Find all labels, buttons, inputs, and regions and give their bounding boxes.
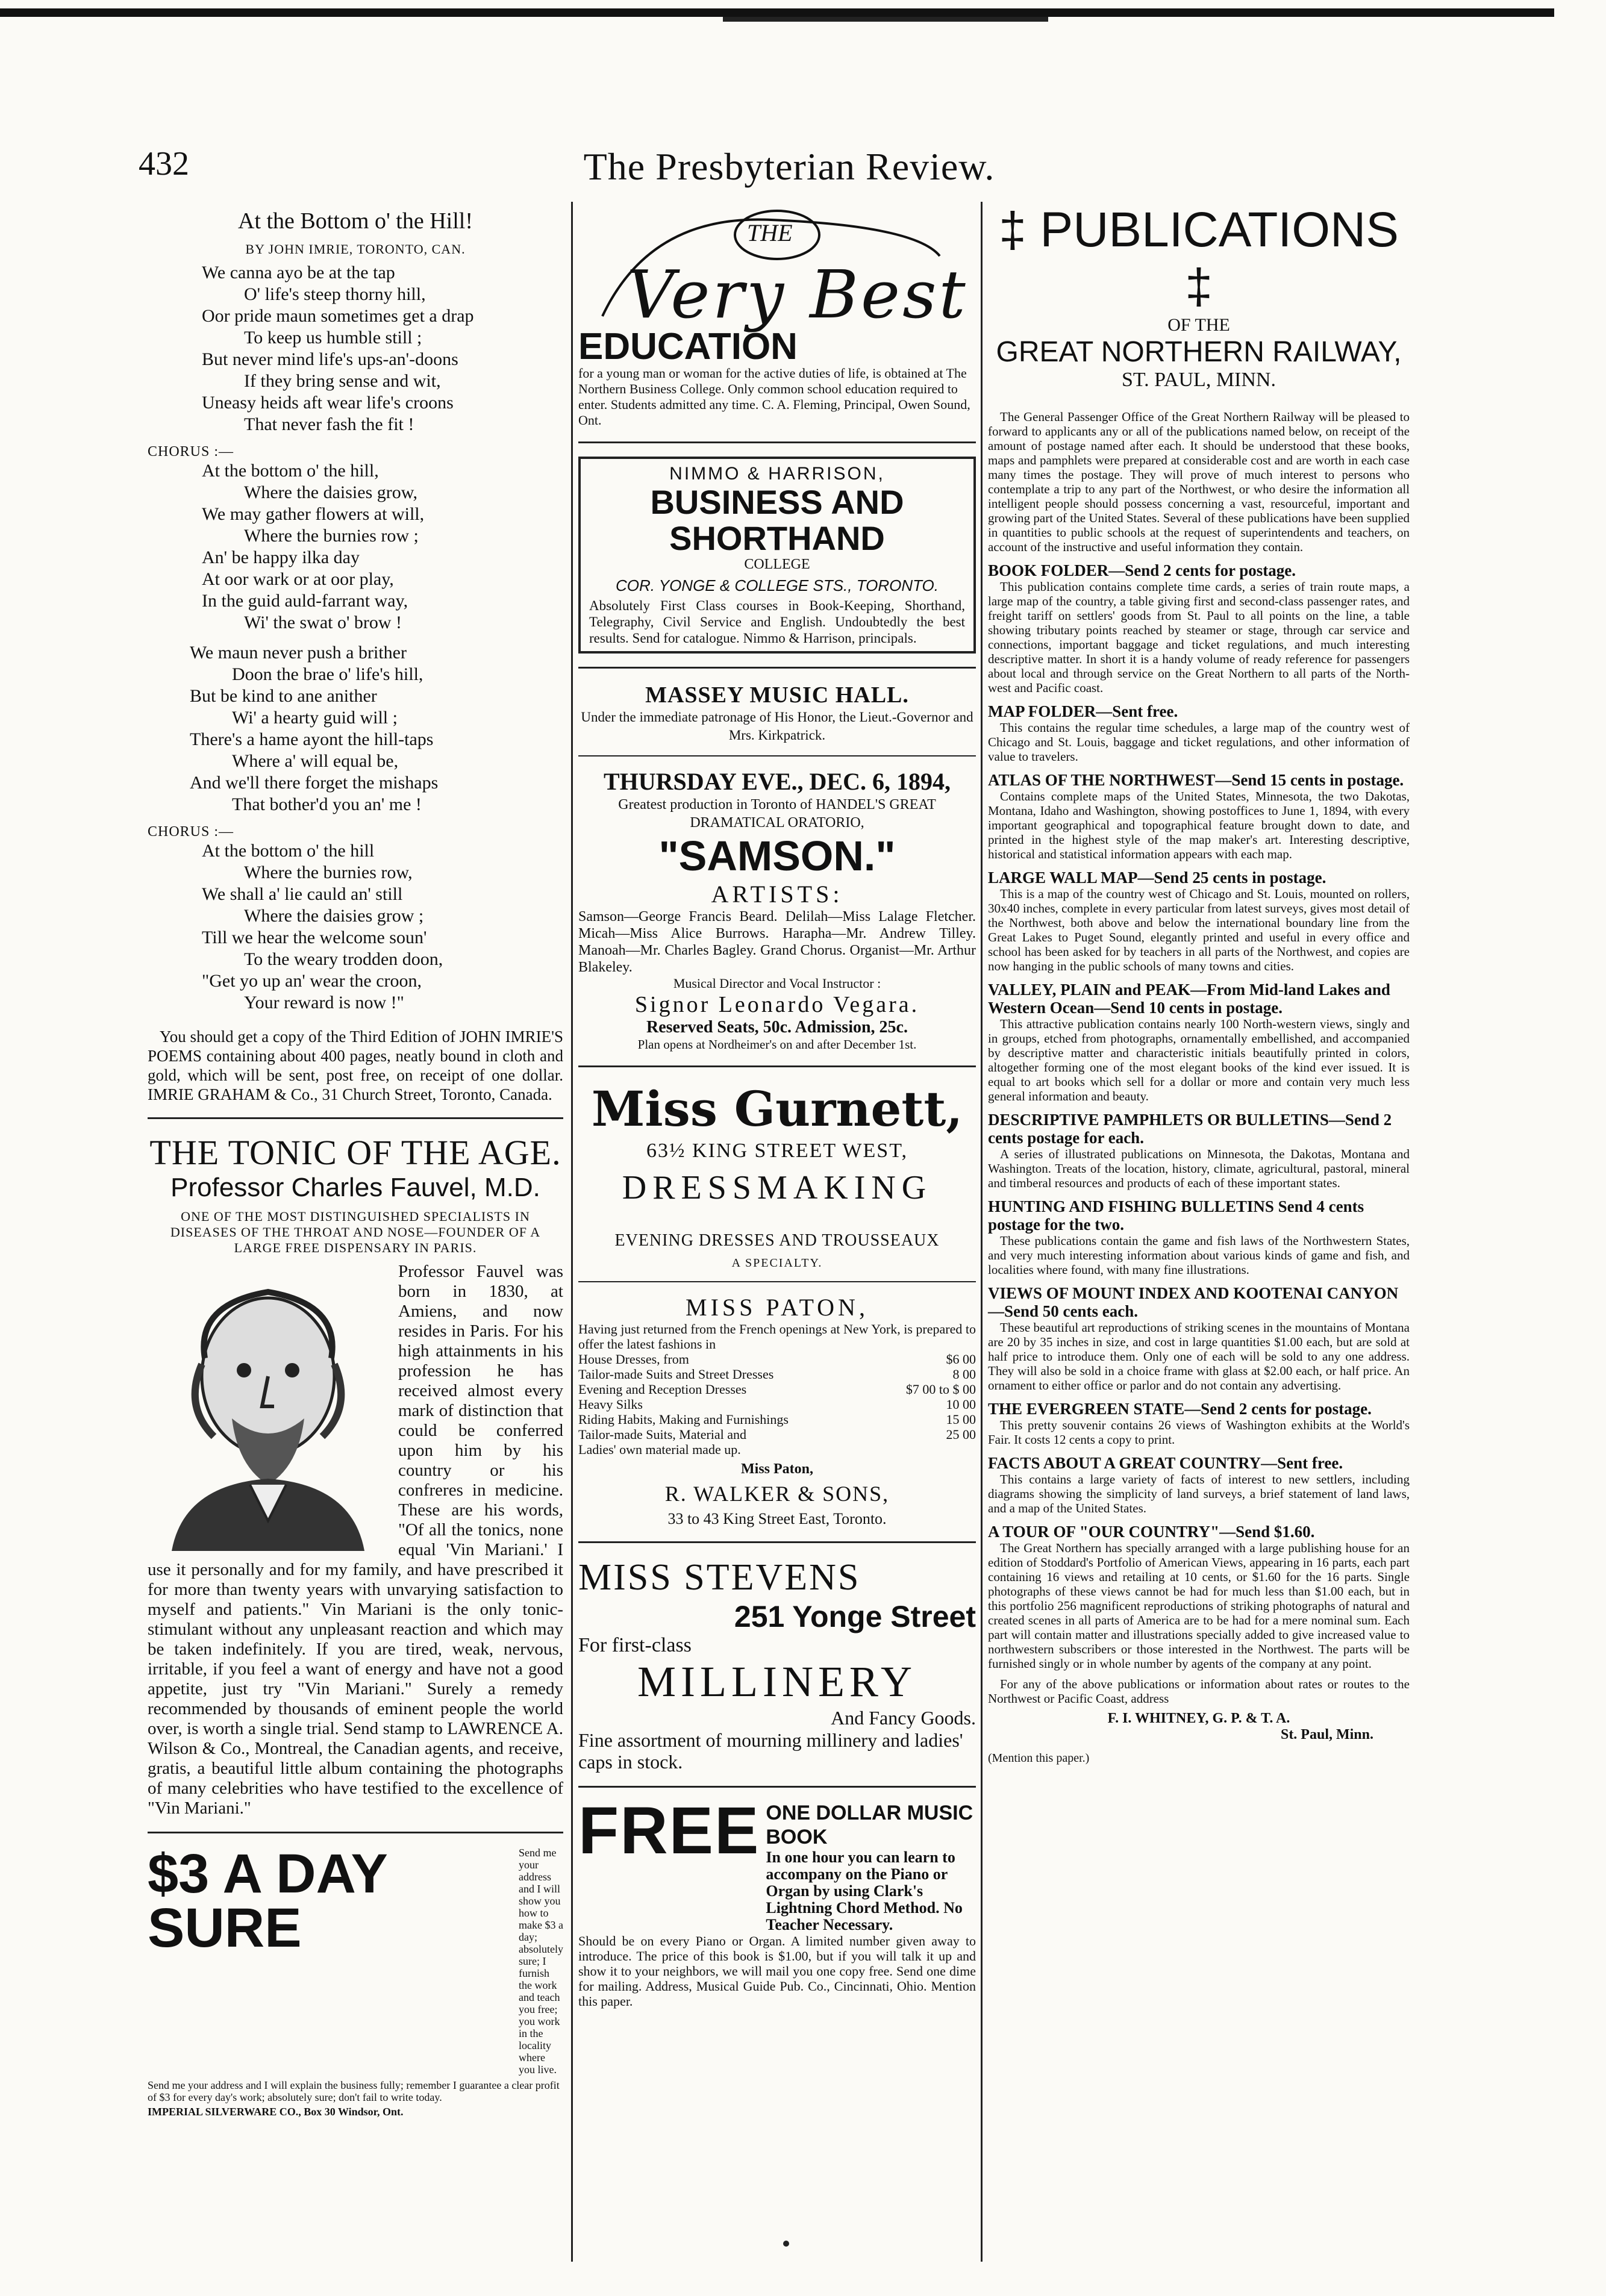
- publication-item: [988, 1400, 1410, 1447]
- verse-line: At the bottom o' the hill,: [202, 461, 379, 481]
- publications-closing: For any of the above publications or information about rates or routes to the Northwest or Pacific Coast, address: [988, 1677, 1410, 1706]
- divider: [578, 1541, 976, 1543]
- verse-line: We shall a' lie cauld an' still: [202, 884, 403, 904]
- publications-signer: F. I. WHITNEY, G. P. & T. A.: [1107, 1711, 1290, 1726]
- divider: [578, 755, 976, 756]
- paton-name: MISS PATON,: [686, 1294, 869, 1321]
- publication-description: This attractive publication contains nearly 100 North-western views, singly and in groups, etched from photographs, ornamentally embellished, and accompanied by descriptive matter and characteristic initials beautifully printed in colors, altogether forming one of the most elegant books of the kind ever issued. It is equal to art books which sell for a dollar or more and contain very much less general information and beauty.: [988, 1017, 1410, 1103]
- publications-list: [988, 561, 1410, 1671]
- stevens-note: Fine assortment of mourning millinery and ladies' caps in stock.: [578, 1729, 963, 1773]
- verse-line: That bother'd you an' me !: [232, 794, 422, 814]
- poem-chorus-2: [148, 840, 563, 1014]
- stevens-name: MISS STEVENS: [578, 1557, 861, 1598]
- very-best-ad: [578, 202, 976, 428]
- publications-title: ‡ PUBLICATIONS ‡: [999, 202, 1399, 314]
- verse-line: We may gather flowers at will,: [202, 504, 425, 524]
- publication-heading: A TOUR OF "OUR COUNTRY"—Send $1.60.: [988, 1523, 1315, 1541]
- massey-seats: Reserved Seats, 50c. Admission, 25c.: [646, 1018, 908, 1037]
- price-value: $6 00: [946, 1352, 976, 1367]
- verse-line: If they bring sense and wit,: [244, 371, 441, 391]
- publication-heading: VALLEY, PLAIN and PEAK—From Mid-land Lakes and Western Ocean—Send 10 cents in postage.: [988, 981, 1390, 1017]
- massey-patronage: Under the immediate patronage of His Honor, the Lieut.-Governor and Mrs. Kirkpatrick.: [581, 710, 973, 743]
- verse-line: Oor pride maun sometimes get a drap: [202, 306, 474, 326]
- stevens-and: And Fancy Goods.: [831, 1707, 976, 1729]
- verse-line: "Get yo up an' wear the croon,: [202, 971, 422, 991]
- publication-item: [988, 1454, 1410, 1515]
- column-rule-left: [571, 202, 573, 2262]
- verse-line: Where the burnies row ;: [244, 526, 419, 546]
- three-dollar-copy-top: Send me your address and I will show you how to make $3 a day; absolutely sure; I furnish the work and teach you free; you work in the locality where you live.: [519, 1847, 564, 2076]
- price-row: [578, 1382, 976, 1397]
- publication-description: This pretty souvenir contains 26 views of Washington exhibits at the World's Fair. It costs 12 cents a copy to print.: [988, 1418, 1410, 1447]
- verse-line: That never fash the fit !: [244, 414, 414, 434]
- divider: [578, 1786, 976, 1788]
- nimmo-line2: BUSINESS AND SHORTHAND: [650, 483, 904, 557]
- journal-title: The Presbyterian Review.: [583, 145, 995, 188]
- paton-footer: Ladies' own material made up.: [578, 1442, 741, 1457]
- publication-description: Contains complete maps of the United States, Minnesota, the two Dakotas, Montana, Idaho and Washington, showing postoffices to June 1, 1894, with every important geographical and topographical feature brought down to date, and printed in the highest style of the map maker's art. Interesting descriptive, historical and statistical information appears with each map.: [988, 789, 1410, 861]
- massey-title: MASSEY MUSIC HALL.: [645, 682, 909, 708]
- verse-line: Where the daisies grow,: [244, 482, 417, 502]
- verse-line: But never mind life's ups-an'-doons: [202, 349, 458, 369]
- publications-railway: GREAT NORTHERN RAILWAY,: [996, 336, 1402, 368]
- publications-city: ST. PAUL, MINN.: [1122, 369, 1276, 391]
- three-dollar-ad: [148, 1843, 564, 2076]
- page-mark-dot: [783, 2241, 789, 2247]
- publications-signer-city: St. Paul, Minn.: [1280, 1727, 1373, 1742]
- massey-artists-label: ARTISTS:: [711, 881, 843, 908]
- publication-description: This contains a large variety of facts of interest to new settlers, including diagrams showing the simplicity of land surveys, a brief statement of land laws, and a map of the United States.: [988, 1472, 1410, 1515]
- column-right: [988, 202, 1410, 1765]
- divider: [148, 1117, 563, 1119]
- education-heading: EDUCATION: [578, 326, 798, 367]
- nimmo-body: Absolutely First Class courses in Book-Keeping, Shorthand, Telegraphy, Civil Service and English. Undoubtedly the best results. Send for catalogue. Nimmo & Harrison, principals.: [589, 598, 965, 646]
- publication-heading: HUNTING AND FISHING BULLETINS Send 4 cents postage for the two.: [988, 1197, 1364, 1234]
- free-bold-lead: In one hour you can learn to accompany on the Piano or Organ by using Clark's Lightning Chord Method. No Teacher Necessary.: [766, 1848, 963, 1933]
- price-label: Heavy Silks: [578, 1397, 643, 1412]
- publication-heading: MAP FOLDER—Sent free.: [988, 702, 1178, 720]
- publication-description: These beautiful art reproductions of striking scenes in the mountains of Montana are 20 by 35 inches in size, and cost in large quantities $1.00 each, but are sold at half price to introduce them. Only one of each will be sold to any one address. They will also be sold in a choice frame with glass at $2.00 each, or half price. An ornament to either office or parlor and do not contain any advertising.: [988, 1320, 1410, 1393]
- verse-line: At the bottom o' the hill: [202, 841, 375, 861]
- walker-firm: R. WALKER & SONS,: [664, 1482, 890, 1506]
- publication-description: These publications contain the game and fish laws of the Northwestern States, and very much interesting information about various kinds of game and fish, and localities where found, with many fine illustrations.: [988, 1234, 1410, 1277]
- publication-item: [988, 561, 1410, 695]
- verse-line: To the weary trodden doon,: [244, 949, 443, 969]
- publication-heading: VIEWS OF MOUNT INDEX AND KOOTENAI CANYON—Send 50 cents each.: [988, 1284, 1399, 1320]
- verse-line: Till we hear the welcome soun': [202, 928, 427, 947]
- publication-heading: LARGE WALL MAP—Send 25 cents in postage.: [988, 869, 1326, 887]
- publications-of-the: OF THE: [1167, 315, 1230, 335]
- price-row: [578, 1397, 976, 1412]
- price-value: 10 00: [946, 1397, 976, 1412]
- divider: [148, 1832, 563, 1833]
- divider: [578, 1281, 976, 1282]
- verse-line: An' be happy ilka day: [202, 547, 360, 567]
- price-row: [578, 1352, 976, 1367]
- top-border-bar: [0, 8, 1554, 17]
- portrait-svg: [148, 1268, 389, 1551]
- publication-item: [988, 981, 1410, 1103]
- price-value: 15 00: [946, 1412, 976, 1427]
- poem-note: You should get a copy of the Third Edition of JOHN IMRIE'S POEMS containing about 400 pages, neatly bound in cloth and gold, which will be sent, post free, on receipt of one dollar. IMRIE GRAHAM & Co., 31 Church Street, Toronto, Canada.: [148, 1028, 563, 1103]
- poem-byline: BY JOHN IMRIE, TORONTO, CAN.: [245, 242, 466, 257]
- tonic-body: Professor Fauvel was born in 1830, at Amiens, and now resides in Paris. For his high attainments in his profession he has received almost every mark of distinction that could be conferred upon him by his country or his confreres in medicine. These are his words, "Of all the tonics, none equal 'Vin Mariani.' I use it personally and for my family, and have prescribed it for more than twenty years with unvarying satisfaction to myself and patients." Vin Mariani is the only tonic-stimulant without any unpleasant reaction and which may be taken indefinitely. If you are tired, weak, nervous, irritable, if you feel a want of energy and have not a good appetite, just try "Vin Mariani." Surely a remedy recommended by thousands of eminent people the world over, is worth a single trial. Send stamp to LAWRENCE A. Wilson & Co., Montreal, the Canadian agents, and receive, gratis, a beautiful little album containing the photographs of many celebrities who have testified to the excellence of "Vin Mariani.": [148, 1262, 563, 1818]
- poem-stanza-2: [148, 642, 563, 816]
- publication-item: [988, 1111, 1410, 1190]
- poem-title: At the Bottom o' the Hill!: [238, 208, 473, 234]
- verse-line: Where the burnies row,: [244, 863, 413, 882]
- column-middle: [578, 202, 976, 2009]
- massey-date: THURSDAY EVE., DEC. 6, 1894,: [603, 768, 951, 795]
- gurnett-trade: DRESSMAKING: [622, 1169, 933, 1206]
- verse-line: Where a' will equal be,: [232, 751, 399, 771]
- paton-sign: Miss Paton,: [741, 1461, 813, 1477]
- massey-director-label: Musical Director and Vocal Instructor :: [673, 976, 881, 991]
- verse-line: In the guid auld-farrant way,: [202, 591, 408, 611]
- publication-heading: THE EVERGREEN STATE—Send 2 cents for postage.: [988, 1400, 1372, 1418]
- verse-line: O' life's steep thorny hill,: [244, 284, 426, 304]
- nimmo-line4: COR. YONGE & COLLEGE STS., TORONTO.: [615, 576, 939, 594]
- price-row: [578, 1412, 976, 1427]
- tonic-article: [148, 1262, 563, 1818]
- divider: [578, 667, 976, 669]
- verse-line: Wi' the swat o' brow !: [244, 613, 402, 632]
- stevens-for: For first-class: [578, 1634, 692, 1656]
- chorus-label: CHORUS :—: [148, 824, 234, 840]
- page-number: 432: [139, 145, 189, 182]
- price-row: [578, 1427, 976, 1442]
- free-heading: FREE: [578, 1794, 760, 1868]
- gurnett-line: EVENING DRESSES AND TROUSSEAUX: [614, 1231, 940, 1250]
- massey-work: "SAMSON.": [658, 832, 896, 879]
- poem-chorus-1: [148, 460, 563, 634]
- gurnett-specialty: A SPECIALTY.: [731, 1256, 823, 1270]
- price-value: 25 00: [946, 1427, 976, 1442]
- gurnett-ad: [578, 1081, 976, 1270]
- price-label: House Dresses, from: [578, 1352, 689, 1367]
- gurnett-name: Miss Gurnett,: [591, 1081, 963, 1137]
- page-header: [139, 145, 1440, 199]
- publication-description: The Great Northern has specially arranged with a large publishing house for an edition of Stoddard's Portfolio of American Views, appearing in 16 parts, each part containing 16 views and retailing at 10 cents, or $1.60 for the 16 parts. Single photographs of these views cannot be had for much less than $1.00 each, but in this portfolio 256 magnificent reproductions of striking photographs of natural and created scenes in all parts of America are to be had for a mere nominal sum. Each part will contain matter and illustrations specially added to give increased value to northwestern subscribers or those interested in the Northwest. The parts will be furnished singly or in whole number by agents of the company at any point.: [988, 1541, 1410, 1671]
- publication-item: [988, 771, 1410, 861]
- three-dollar-signature: IMPERIAL SILVERWARE CO., Box 30 Windsor, Ont.: [148, 2106, 404, 2118]
- portrait-illustration: [148, 1268, 389, 1551]
- publication-description: A series of illustrated publications on Minnesota, the Dakotas, Montana and Washington. Treats of the location, history, climate, agricultural, pastoral, mineral and timberal resources and products of each of these important states.: [988, 1147, 1410, 1190]
- verse-line: There's a hame ayont the hill-taps: [190, 729, 434, 749]
- publication-heading: FACTS ABOUT A GREAT COUNTRY—Sent free.: [988, 1454, 1343, 1472]
- chorus-label: CHORUS :—: [148, 444, 234, 460]
- verse-line: We canna ayo be at the tap: [202, 263, 395, 282]
- publication-heading: ATLAS OF THE NORTHWEST—Send 15 cents in postage.: [988, 771, 1404, 789]
- logo-words: Very Best: [626, 256, 968, 333]
- poem-stanza-1: [148, 262, 563, 435]
- publications-intro: The General Passenger Office of the Great Northern Railway will be pleased to forward to applicants any or all of the publications named below, on receipt of the amount of postage named after each. It should be understood that these books, maps and pamphlets were prepared at considerable cost and are worth in each case many times the postage. They will prove of much interest to persons who contemplate a trip to any part of the Northwest, or who desire the information all intelligent people should possess concerning a vast, resourceful, important and growing part of the United States. Several of these publications have been supplied in quantities to public schools at the request of superintendents and teachers, on account of the instructive and useful information they contain.: [988, 410, 1410, 554]
- verse-line: And we'll there forget the mishaps: [190, 773, 439, 793]
- verse-line: Your reward is now !": [244, 993, 404, 1012]
- tonic-title: THE TONIC OF THE AGE.: [149, 1133, 561, 1172]
- very-best-tagline: for a young man or woman for the active duties of life, is obtained at The Northern Business College. Only common school education required to enter. Students admitted any time. C. A. Fleming, Principal, Owen Sound, Ont.: [578, 366, 970, 428]
- paton-price-list: [578, 1352, 976, 1442]
- column-left: [148, 202, 563, 2118]
- massey-director: Signor Leonardo Vegara.: [634, 992, 920, 1017]
- massey-ad: [578, 682, 976, 1052]
- stevens-ad: [578, 1556, 976, 1773]
- price-label: Tailor-made Suits, Material and: [578, 1427, 747, 1442]
- price-label: Evening and Reception Dresses: [578, 1382, 747, 1397]
- gurnett-address: 63½ KING STREET WEST,: [646, 1140, 908, 1162]
- publication-item: [988, 1197, 1410, 1277]
- paton-ad: [578, 1293, 976, 1528]
- publication-item: [988, 702, 1410, 764]
- verse-line: To keep us humble still ;: [244, 328, 422, 348]
- stevens-address: 251 Yonge Street: [734, 1600, 976, 1633]
- free-body: Should be on every Piano or Organ. A limited number given away to introduce. The price of this book is $1.00, but if you will talk it up and show it to your neighbors, we will mail you one copy free. Send one dime for mailing. Address, Musical Guide Pub. Co., Cincinnati, Ohio. Mention this paper.: [578, 1933, 976, 2009]
- three-dollar-headline: $3 A DAY SURE: [148, 1843, 387, 1959]
- tonic-subtitle: Professor Charles Fauvel, M.D.: [170, 1173, 540, 1202]
- publication-heading: BOOK FOLDER—Send 2 cents for postage.: [988, 561, 1296, 579]
- price-value: $7 00 to $ 00: [905, 1382, 976, 1397]
- price-label: Tailor-made Suits and Street Dresses: [578, 1367, 774, 1382]
- three-dollar-copy-bottom: Send me your address and I will explain the business fully; remember I guarantee a clear profit of $3 for every day's work; absolutely sure; don't fail to write today.: [148, 2079, 560, 2103]
- free-headline: ONE DOLLAR MUSIC BOOK: [766, 1802, 973, 1848]
- logo-the: THE: [747, 219, 793, 246]
- price-label: Riding Habits, Making and Furnishings: [578, 1412, 789, 1427]
- paton-intro: Having just returned from the French openings at New York, is prepared to offer the latest fashions in: [578, 1321, 976, 1352]
- publication-description: This publication contains complete time cards, a series of train route maps, a large map of the country, a table giving first and second-class passenger rates, and freight tariff on settlers' goods from St. Paul to all points on the line, a table showing tributary points reached by steamer or stage, through car service and connections, important baggage and ticket regulations, and much interesting descriptive matter. In short it is a handy volume of ready reference for passengers about local and through service on the Great Northern to all parts of the North-west and Pacific coast.: [988, 579, 1410, 695]
- publication-item: [988, 1523, 1410, 1671]
- price-value: 8 00: [952, 1367, 976, 1382]
- massey-artists: Samson—George Francis Beard. Delilah—Miss Lalage Fletcher. Micah—Miss Alice Burrows. Harapha—Mr. Andrew Tilley. Manoah—Mr. Charles Bagley. Grand Chorus. Organist—Mr. Arthur Blakeley.: [578, 909, 976, 975]
- verse-line: We maun never push a brither: [190, 643, 407, 663]
- nimmo-harrison-ad: [578, 457, 976, 654]
- verse-line: Doon the brae o' life's hill,: [232, 664, 423, 684]
- tonic-caps: ONE OF THE MOST DISTINGUISHED SPECIALISTS IN DISEASES OF THE THROAT AND NOSE—FOUNDER OF A LARGE FREE DISPENSARY IN PARIS.: [170, 1209, 541, 1255]
- divider: [578, 1065, 976, 1067]
- publications-mention: (Mention this paper.): [988, 1752, 1090, 1765]
- publication-item: [988, 869, 1410, 973]
- divider: [578, 441, 976, 443]
- stevens-trade: MILLINERY: [637, 1658, 917, 1706]
- verse-line: Wi' a hearty guid will ;: [232, 708, 398, 728]
- walker-address: 33 to 43 King Street East, Toronto.: [667, 1510, 887, 1527]
- verse-line: Uneasy heids aft wear life's croons: [202, 393, 454, 413]
- nimmo-line1: NIMMO & HARRISON,: [669, 464, 885, 484]
- column-rule-right: [981, 202, 983, 2262]
- verse-line: Where the daisies grow ;: [244, 906, 424, 926]
- verse-line: At oor wark or at oor play,: [202, 569, 394, 589]
- verse-line: But be kind to ane anither: [190, 686, 377, 706]
- publication-description: This is a map of the country west of Chicago and St. Louis, mounted on rollers, 30x40 inches, complete in every particular from latest surveys, gives most detail of the Northwest, both above and below the international boundary line from the Great Lakes to Puget Sound, elegantly printed and useful in every office and school has been asked for by teachers in all parts of the Northwest, and copies are now hanging in the public schools of many towns and cities.: [988, 887, 1410, 973]
- top-border-accent: [723, 17, 1048, 22]
- publications-title-text: PUBLICATIONS: [1040, 202, 1399, 257]
- massey-production: Greatest production in Toronto of HANDEL'S GREAT DRAMATICAL ORATORIO,: [618, 797, 936, 831]
- publication-item: [988, 1284, 1410, 1393]
- publication-heading: DESCRIPTIVE PAMPHLETS OR BULLETINS—Send 2 cents postage for each.: [988, 1111, 1392, 1147]
- price-row: [578, 1367, 976, 1382]
- free-music-book-ad: [578, 1794, 976, 2009]
- publication-description: This contains the regular time schedules, a large map of the country west of Chicago and St. Louis, baggage and ticket regulations, and other information of value to travelers.: [988, 720, 1410, 764]
- nimmo-line3: COLLEGE: [744, 557, 810, 572]
- massey-plan: Plan opens at Nordheimer's on and after December 1st.: [637, 1037, 917, 1052]
- very-best-logo: [578, 202, 976, 333]
